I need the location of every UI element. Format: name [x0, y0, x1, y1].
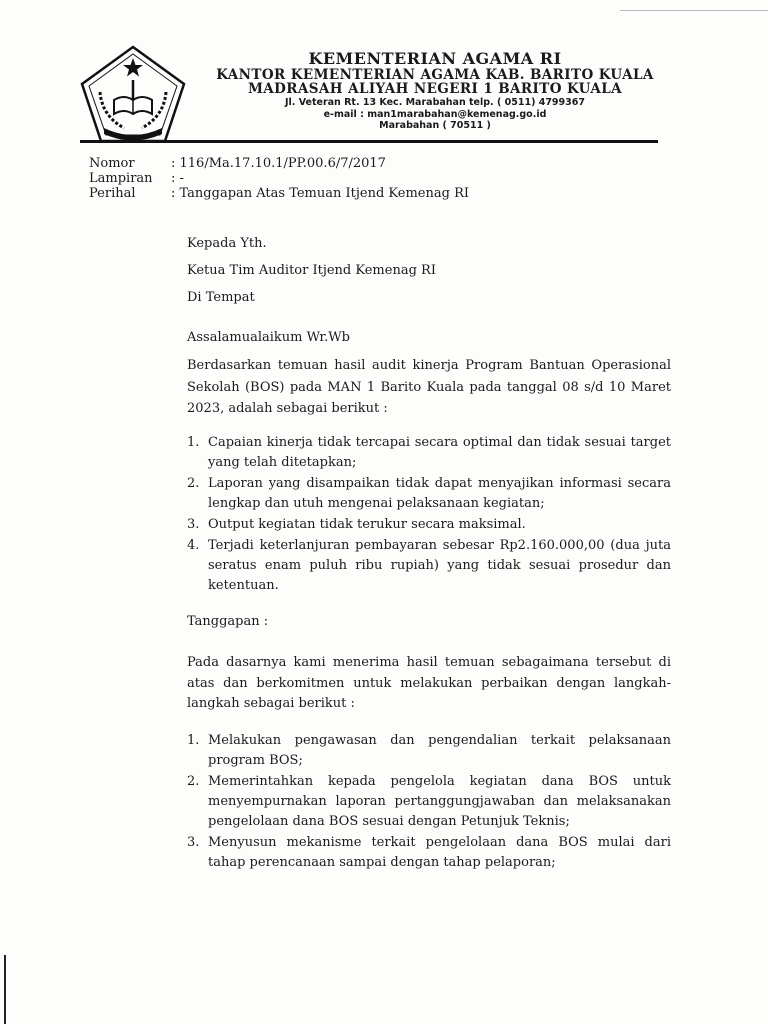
scan-edge-line [620, 10, 768, 11]
salutation: Assalamualaikum Wr.Wb [187, 330, 350, 345]
letterhead-email: e-mail : man1marabahan@kemenag.go.id [323, 108, 547, 120]
list-item: 2. Laporan yang disampaikan tidak dapat menyajikan informasi secara lengkap dan utuh mengenai pelaksanaan kegiatan; [187, 476, 671, 511]
response-heading: Tanggapan : [187, 614, 269, 629]
letter-meta [89, 156, 469, 201]
meta-perihal-label: Perihal [89, 186, 136, 201]
meta-nomor [89, 156, 469, 171]
letterhead-ministry: KEMENTERIAN AGAMA RI [308, 49, 562, 68]
meta-nomor-value: : 116/Ma.17.10.1/PP.00.6/7/2017 [171, 156, 386, 171]
response-intro-paragraph: Pada dasarnya kami menerima hasil temuan sebagaimana tersebut di atas dan berkomitmen untuk melakukan perbaikan dengan langkah-langkah sebagai berikut : [187, 655, 671, 711]
meta-nomor-label: Nomor [89, 156, 135, 171]
letterhead [190, 50, 680, 132]
list-item: 3. Menyusun mekanisme terkait pengelolaan dana BOS mulai dari tahap perencanaan sampai dengan tahap pelaporan; [187, 835, 671, 870]
letterhead-city: Marabahan ( 70511 ) [379, 120, 491, 132]
letterhead-address: Jl. Veteran Rt. 13 Kec. Marabahan telp. ( 0511) 4799367 [284, 97, 585, 109]
recipient-greeting: Kepada Yth. [187, 236, 267, 251]
recipient-place: Di Tempat [187, 290, 255, 305]
kemenag-emblem-logo [78, 44, 188, 144]
meta-perihal-value: : Tanggapan Atas Temuan Itjend Kemenag RI [171, 186, 470, 201]
findings-list [187, 433, 671, 596]
recipient-name: Ketua Tim Auditor Itjend Kemenag RI [187, 263, 436, 278]
letterhead-rule [80, 140, 658, 143]
meta-lampiran-value: : - [171, 171, 184, 186]
list-item: 1. Melakukan pengawasan dan pengendalian terkait pelaksanaan program BOS; [187, 733, 671, 768]
intro-paragraph: Berdasarkan temuan hasil audit kinerja Program Bantuan Operasional Sekolah (BOS) pada MAN 1 Barito Kuala pada tanggal 08 s/d 10 Maret 2023, adalah sebagai berikut : [187, 358, 671, 416]
list-item: 2. Memerintahkan kepada pengelola kegiatan dana BOS untuk menyempurnakan laporan pertanggungjawaban dan melaksanakan pengelolaan dana BOS sesuai dengan Petunjuk Teknis; [187, 774, 671, 829]
meta-perihal [89, 186, 469, 201]
scan-edge-mark [4, 955, 6, 1024]
list-item: 4. Terjadi keterlanjuran pembayaran sebesar Rp2.160.000,00 (dua juta seratus enam puluh ribu rupiah) yang tidak sesuai prosedur dan ketentuan. [187, 538, 671, 593]
meta-lampiran-label: Lampiran [89, 171, 153, 186]
list-item: 1. Capaian kinerja tidak tercapai secara optimal dan tidak sesuai target yang telah ditetapkan; [187, 435, 671, 470]
letterhead-office: KANTOR KEMENTERIAN AGAMA KAB. BARITO KUALA [216, 66, 654, 83]
list-item: 3. Output kegiatan tidak terukur secara maksimal. [187, 517, 526, 532]
letterhead-school: MADRASAH ALIYAH NEGERI 1 BARITO KUALA [247, 81, 623, 98]
meta-lampiran [89, 171, 469, 186]
actions-list [187, 731, 671, 873]
